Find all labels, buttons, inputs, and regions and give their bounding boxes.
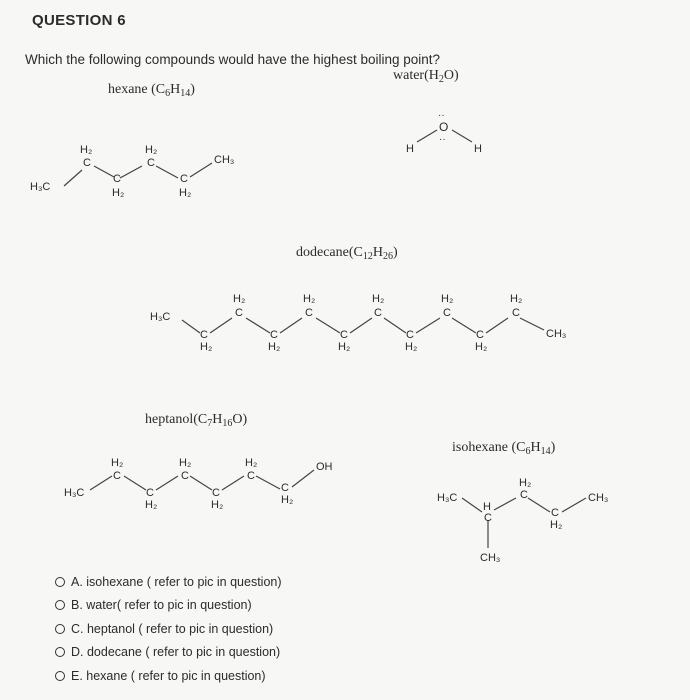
option-e[interactable]: [55, 664, 282, 688]
dodecane-ch3: CH₃: [546, 328, 567, 340]
isohexane-ch3: CH₃: [480, 552, 501, 564]
water-lone-pair: ··: [439, 134, 446, 145]
isohexane-c: C: [551, 507, 559, 519]
radio-icon[interactable]: [55, 600, 65, 610]
isohexane-h2: H₂: [519, 477, 532, 489]
dodecane-c: C: [270, 329, 278, 341]
dodecane-h2: H₂: [338, 341, 351, 353]
dodecane-c: C: [305, 307, 313, 319]
heptanol-h2: H₂: [111, 457, 124, 469]
hexane-c: C: [83, 157, 91, 169]
hexane-c: C: [113, 173, 121, 185]
answer-options: [55, 570, 282, 688]
dodecane-h2: H₂: [233, 293, 246, 305]
hexane-h3c: H₃C: [30, 181, 51, 193]
question-title: QUESTION 6: [32, 12, 126, 29]
heptanol-oh: OH: [316, 461, 333, 473]
dodecane-h2: H₂: [303, 293, 316, 305]
heptanol-h2: H₂: [281, 494, 294, 506]
water-o: O: [439, 120, 449, 134]
radio-icon[interactable]: [55, 671, 65, 681]
isohexane-h2: H₂: [550, 519, 563, 531]
option-label: B. water( refer to pic in question): [71, 598, 252, 613]
isohexane-label: isohexane $(C_6H_{14})$: [452, 440, 556, 457]
heptanol-h2: H₂: [179, 457, 192, 469]
dodecane-h2: H₂: [475, 341, 488, 353]
heptanol-c: C: [113, 470, 121, 482]
isohexane-h3c: H₃C: [437, 492, 458, 504]
water-label: $water(H_2O)$: [393, 68, 459, 85]
water-h: H: [406, 143, 414, 155]
hexane-ch3: CH₃: [214, 154, 235, 166]
dodecane-label: $dodecane(C_{12}H_{26})$: [296, 245, 398, 262]
dodecane-h3c: H₃C: [150, 311, 171, 323]
dodecane-h2: H₂: [200, 341, 213, 353]
dodecane-c: C: [512, 307, 520, 319]
dodecane-bonds: [182, 318, 544, 333]
dodecane-c: C: [476, 329, 484, 341]
isohexane-ch3: CH₃: [588, 492, 609, 504]
dodecane-h2: H₂: [268, 341, 281, 353]
dodecane-c: C: [340, 329, 348, 341]
radio-icon[interactable]: [55, 647, 65, 657]
heptanol-label: $heptanol(C_7H_{16}O)$: [145, 412, 248, 429]
option-a[interactable]: [55, 570, 282, 594]
water-h: H: [474, 143, 482, 155]
dodecane-h2: H₂: [510, 293, 523, 305]
hexane-h2: H₂: [112, 187, 125, 199]
heptanol-h3c: H₃C: [64, 487, 85, 499]
option-c[interactable]: [55, 617, 282, 641]
isohexane-c: C: [520, 489, 528, 501]
hexane-c: C: [180, 173, 188, 185]
isohexane-bonds: [462, 498, 586, 548]
heptanol-c: C: [181, 470, 189, 482]
dodecane-c: C: [406, 329, 414, 341]
dodecane-h2: H₂: [405, 341, 418, 353]
heptanol-c: C: [281, 482, 289, 494]
radio-icon[interactable]: [55, 624, 65, 634]
dodecane-c: C: [443, 307, 451, 319]
radio-icon[interactable]: [55, 577, 65, 587]
isohexane-h: H: [483, 501, 491, 513]
dodecane-h2: H₂: [441, 293, 454, 305]
dodecane-h2: H₂: [372, 293, 385, 305]
hexane-label: hexane $(C_6H_{14})$: [108, 82, 195, 99]
question-text: Which the following compounds would have the highest boiling point?: [25, 52, 441, 67]
hexane-h2: H₂: [80, 144, 93, 156]
hexane-h2: H₂: [145, 144, 158, 156]
heptanol-c: C: [212, 487, 220, 499]
dodecane-c: C: [374, 307, 382, 319]
option-label: A. isohexane ( refer to pic in question): [71, 574, 282, 589]
heptanol-c: C: [247, 470, 255, 482]
option-d[interactable]: [55, 641, 282, 665]
heptanol-c: C: [146, 487, 154, 499]
heptanol-h2: H₂: [211, 499, 224, 511]
isohexane-c: C: [484, 512, 492, 524]
water-lone-pair: ··: [438, 110, 445, 121]
dodecane-c: C: [235, 307, 243, 319]
heptanol-h2: H₂: [145, 499, 158, 511]
option-label: C. heptanol ( refer to pic in question): [71, 621, 274, 636]
option-b[interactable]: [55, 594, 282, 618]
dodecane-c: C: [200, 329, 208, 341]
option-label: E. hexane ( refer to pic in question): [71, 668, 266, 683]
hexane-c: C: [147, 157, 155, 169]
hexane-h2: H₂: [179, 187, 192, 199]
heptanol-h2: H₂: [245, 457, 258, 469]
option-label: D. dodecane ( refer to pic in question): [71, 645, 281, 660]
